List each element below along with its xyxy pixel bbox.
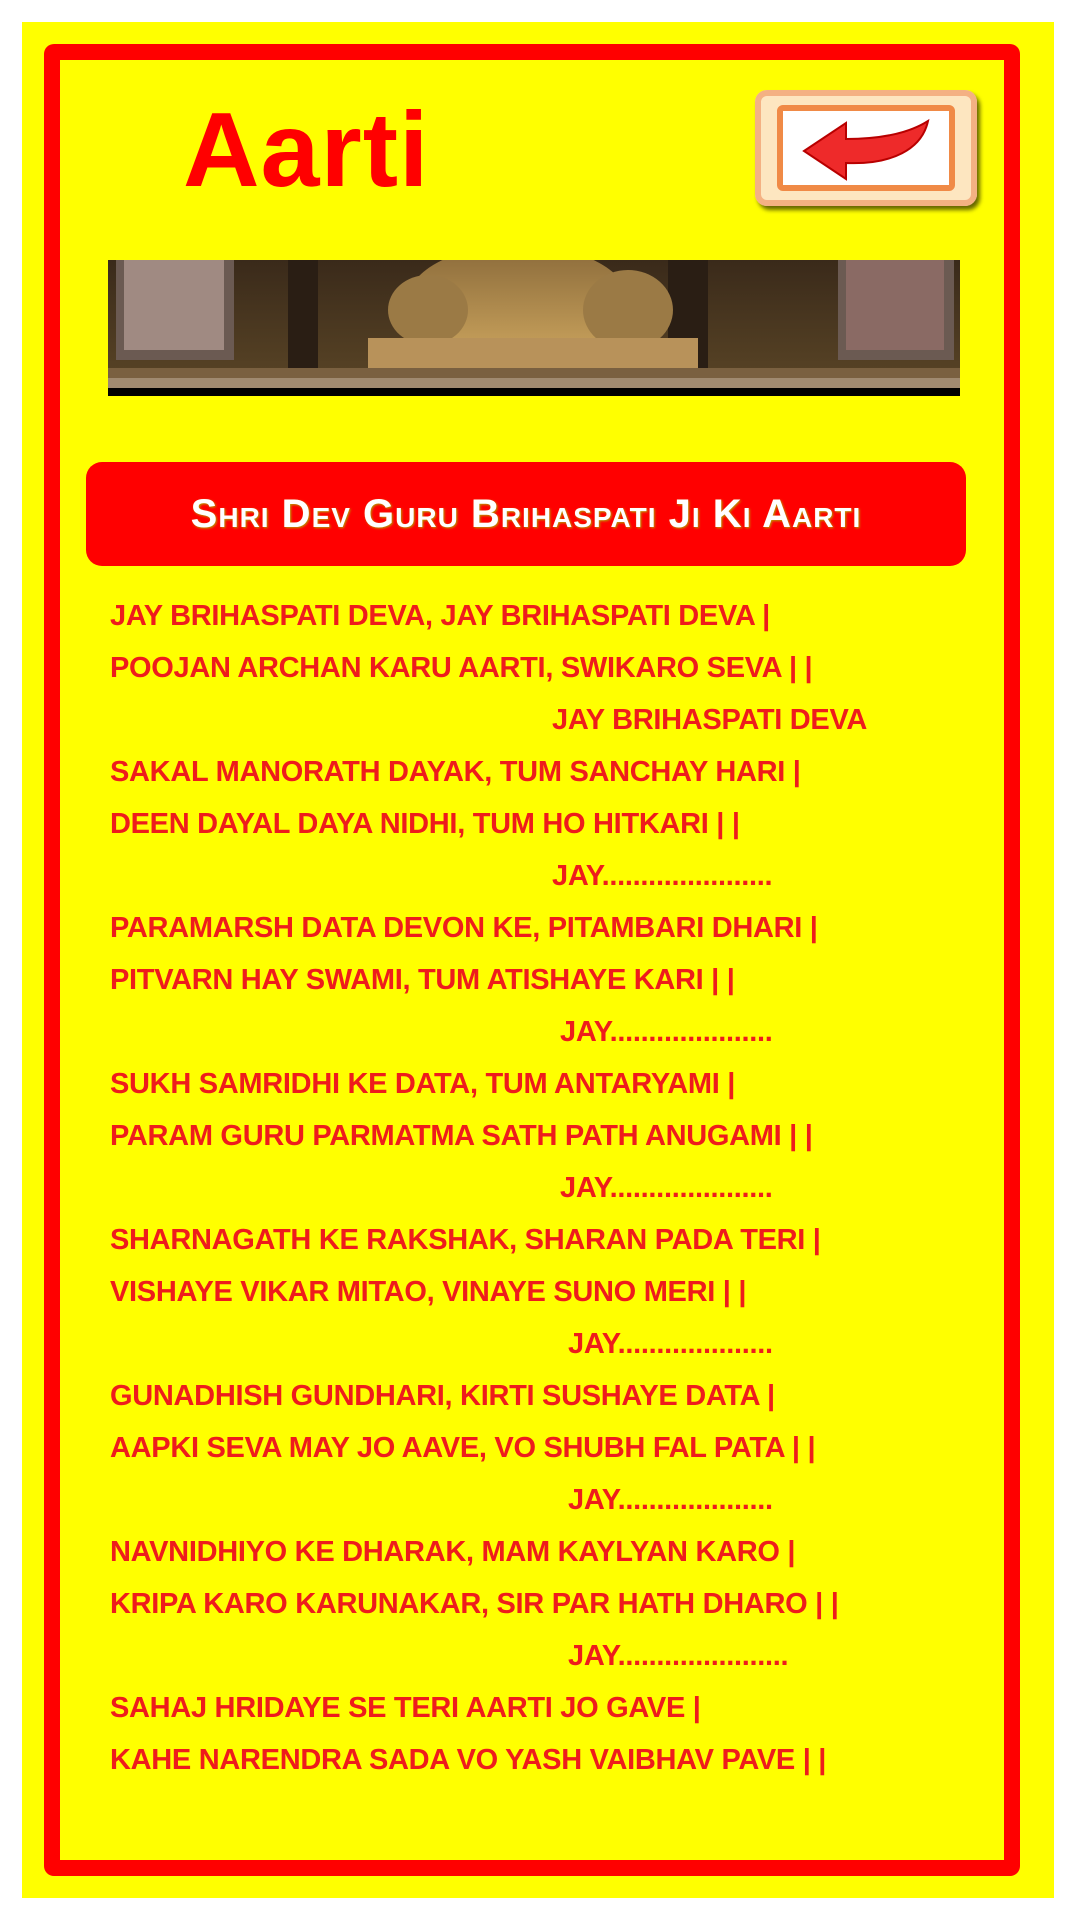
- temple-banner-image: [108, 260, 960, 396]
- lyric-line: SAKAL MANORATH DAYAK, TUM SANCHAY HARI |: [110, 756, 801, 788]
- lyric-refrain: JAY.....................: [560, 1172, 773, 1204]
- back-button[interactable]: [755, 90, 977, 206]
- lyric-line: PITVARN HAY SWAMI, TUM ATISHAYE KARI | |: [110, 964, 735, 996]
- aarti-heading: Shri Dev Guru Brihaspati Ji Ki Aarti: [190, 491, 862, 536]
- lyric-line: DEEN DAYAL DAYA NIDHI, TUM HO HITKARI | |: [110, 808, 740, 840]
- page-title: Aarti: [183, 91, 430, 209]
- lyric-line: POOJAN ARCHAN KARU AARTI, SWIKARO SEVA | |: [110, 652, 813, 684]
- lyric-refrain: JAY......................: [568, 1640, 789, 1672]
- lyric-line: SAHAJ HRIDAYE SE TERI AARTI JO GAVE |: [110, 1692, 701, 1724]
- lyric-refrain: JAY.....................: [560, 1016, 773, 1048]
- lyric-line: GUNADHISH GUNDHARI, KIRTI SUSHAYE DATA |: [110, 1380, 775, 1412]
- lyric-line: PARAM GURU PARMATMA SATH PATH ANUGAMI | |: [110, 1120, 813, 1152]
- lyric-line: PARAMARSH DATA DEVON KE, PITAMBARI DHARI |: [110, 912, 818, 944]
- lyric-line: KAHE NARENDRA SADA VO YASH VAIBHAV PAVE | |: [110, 1744, 827, 1776]
- lyric-line: AAPKI SEVA MAY JO AAVE, VO SHUBH FAL PATA | |: [110, 1432, 816, 1464]
- aarti-heading-bar: [86, 462, 966, 566]
- lyric-line: JAY BRIHASPATI DEVA, JAY BRIHASPATI DEVA |: [110, 600, 770, 632]
- lyric-refrain: JAY BRIHASPATI DEVA: [552, 704, 867, 736]
- lyric-line: VISHAYE VIKAR MITAO, VINAYE SUNO MERI | |: [110, 1276, 747, 1308]
- lyric-refrain: JAY....................: [568, 1328, 773, 1360]
- back-arrow-icon: [796, 113, 936, 183]
- lyric-line: NAVNIDHIYO KE DHARAK, MAM KAYLYAN KARO |: [110, 1536, 796, 1568]
- lyric-refrain: JAY....................: [568, 1484, 773, 1516]
- lyric-line: SUKH SAMRIDHI KE DATA, TUM ANTARYAMI |: [110, 1068, 736, 1100]
- back-button-frame: [777, 105, 955, 191]
- lyric-refrain: JAY......................: [552, 860, 773, 892]
- lyric-line: KRIPA KARO KARUNAKAR, SIR PAR HATH DHARO | |: [110, 1588, 839, 1620]
- lyric-line: SHARNAGATH KE RAKSHAK, SHARAN PADA TERI |: [110, 1224, 821, 1256]
